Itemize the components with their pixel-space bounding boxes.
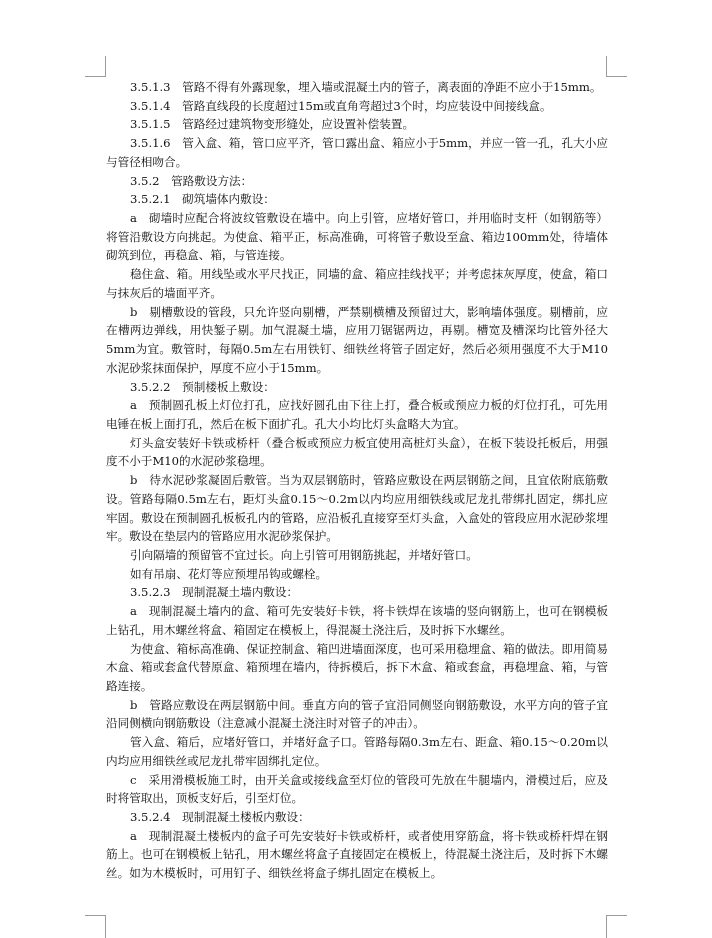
paragraph-3-5-2-2-b: b 待水泥砂浆凝固后敷管。当为双层钢筋时，管路应敷设在两层钢筋之间，且宜依附底筋敷设。管路每隔0.5m左右，距灯头盒0.15～0.2m以内均应用细铁线或尼龙扎带绑扎固定，绑扎应牢固。敷设在预制圆孔板板孔内的管路，应沿板孔直接穿至灯头盒，入盒处的管段应用水泥砂浆埋牢。敷设在垫层内的管路应用水泥砂浆保护。 (106, 473, 608, 544)
paragraph-3-5-2-2-b-cont1: 引向隔墙的预留管不宜过长。向上引管可用钢筋挑起，并堵好管口。 (130, 547, 478, 562)
paragraph-3-5-2-2-b-cont2: 如有吊扇、花灯等应预埋吊钩或螺栓。 (130, 566, 328, 581)
crop-mark-top-left-v (105, 56, 106, 77)
clause-3-5-1-4: 3.5.1.4 管路直线段的长度超过15m或直角弯超过3个时，均应装设中间接线盒。 (130, 98, 552, 113)
paragraph-3-5-2-3-a: a 现制混凝土墙内的盒、箱可先安装好卡铁，将卡铁焊在该墙的竖向钢筋上，也可在钢模板上钻孔，用木螺丝将盒、箱固定在模板上，得混凝土浇注后，及时拆下水螺丝。 (106, 604, 608, 637)
crop-mark-top-left-h (85, 76, 106, 77)
paragraph-3-5-2-1-a-cont: 稳住盒、箱。用线坠或水平尺找正，同墙的盒、箱应挂线找平；并考虑抹灰厚度，使盒，箱口与抹灰后的墙面平齐。 (106, 267, 608, 300)
subsection-heading-3-5-2-3: 3.5.2.3 现制混凝土墙内敷设： (130, 585, 299, 600)
section-heading-3-5-2: 3.5.2 管路敷设方法： (130, 173, 253, 188)
paragraph-3-5-2-2-a: a 预制圆孔板上灯位打孔，应找好圆孔由下往上打，叠合板或预应力板的灯位打孔，可先用电锤在板上面打孔，然后在板下面扩孔。孔大小均比灯头盒略大为宜。 (106, 398, 608, 431)
paragraph-3-5-2-3-b-cont: 管入盒、箱后，应堵好管口，并堵好盒子口。管路每隔0.3m左右、距盒、箱0.15～0.20m以内均应用细铁丝或尼龙扎带牢固绑扎定位。 (106, 735, 608, 768)
document-body (106, 78, 608, 883)
paragraph-3-5-2-1-a: a 砌墙时应配合将波纹管敷设在墙中。向上引管，应堵好管口，并用临时支杆（如钢筋等）将管沿敷设方向挑起。为使盒、箱平正，标高准确，可将管子敷设至盒、箱边100mm处，待墙体砌筑到位，再稳盒、箱，与管连接。 (106, 211, 608, 263)
subsection-heading-3-5-2-2: 3.5.2.2 预制楼板上敷设： (130, 379, 275, 394)
clause-3-5-1-5: 3.5.1.5 管路经过建筑物变形缝处，应设置补偿装置。 (130, 117, 415, 132)
paragraph-3-5-2-4-a: a 现制混凝土楼板内的盒子可先安装好卡铁或桥杆，或者使用穿筋盒，将卡铁或桥杆焊在钢筋上。也可在钢模板上钻孔，用木螺丝将盒子直接固定在模板上，待混凝土浇注后，及时拆下木螺丝。如为木模板时，可用钉子、细铁丝将盒子绑扎固定在模板上。 (106, 828, 608, 881)
crop-mark-bottom-left-v (105, 915, 106, 938)
crop-mark-bottom-right-h (606, 915, 627, 916)
paragraph-3-5-2-1-b: b 剔槽敷设的管段，只允许竖向剔槽，严禁剔横槽及预留过大，影响墙体强度。剔槽前，应在槽两边弹线，用快錾子剔。加气混凝土墙，应用刀锯锯两边，再剔。槽宽及槽深均比管外径大5mm为宜。敷管时，每隔0.5m左右用铁钉、细铁丝将管子固定好，然后必须用强度不大于M10水泥砂浆抹面保护，厚度不应小于15mm。 (106, 304, 608, 375)
paragraph-3-5-2-3-a-cont: 为使盒、箱标高准确、保证控制盒、箱凹进墙面深度，也可采用稳埋盒、箱的做法。即用简易木盒、箱或套盒代替原盒、箱预埋在墙内，待拆模后，拆下木盒、箱或套盒，再稳埋盒、箱，与管路连接。 (106, 641, 608, 693)
clause-3-5-1-6: 3.5.1.6 管入盒、箱，管口应平齐，管口露出盒、箱应小于5mm，并应一管一孔，孔大小应与管径相吻合。 (106, 136, 608, 169)
crop-mark-bottom-left-h (85, 915, 106, 916)
crop-mark-bottom-right-v (606, 915, 607, 938)
paragraph-3-5-2-3-c: c 采用滑模板施工时，由开关盒或接线盒至灯位的管段可先放在牛腿墙内，滑模过后，应及时将管取出，顶板支好后，引至灯位。 (106, 772, 608, 806)
clause-3-5-1-3: 3.5.1.3 管路不得有外露现象，埋入墙或混凝土内的管子，离表面的净距不应小于15mm。 (130, 80, 602, 94)
crop-mark-top-right-h (606, 76, 627, 77)
subsection-heading-3-5-2-1: 3.5.2.1 砌筑墙体内敷设： (130, 192, 275, 207)
crop-mark-top-right-v (606, 56, 607, 77)
paragraph-3-5-2-3-b: b 管路应敷设在两层钢筋中间。垂直方向的管子宜沿同侧竖向钢筋敷设，水平方向的管子宜沿同侧横向钢筋敷设（注意减小混凝土浇注时对管子的冲击）。 (106, 697, 608, 731)
paragraph-3-5-2-2-a-cont: 灯头盒安装好卡铁或桥杆（叠合板或预应力板宜使用高桩灯头盒），在板下装设托板后，用强度不小于M10的水泥砂浆稳埋。 (106, 435, 608, 469)
subsection-heading-3-5-2-4: 3.5.2.4 现制混凝土楼板内敷设： (130, 810, 310, 825)
